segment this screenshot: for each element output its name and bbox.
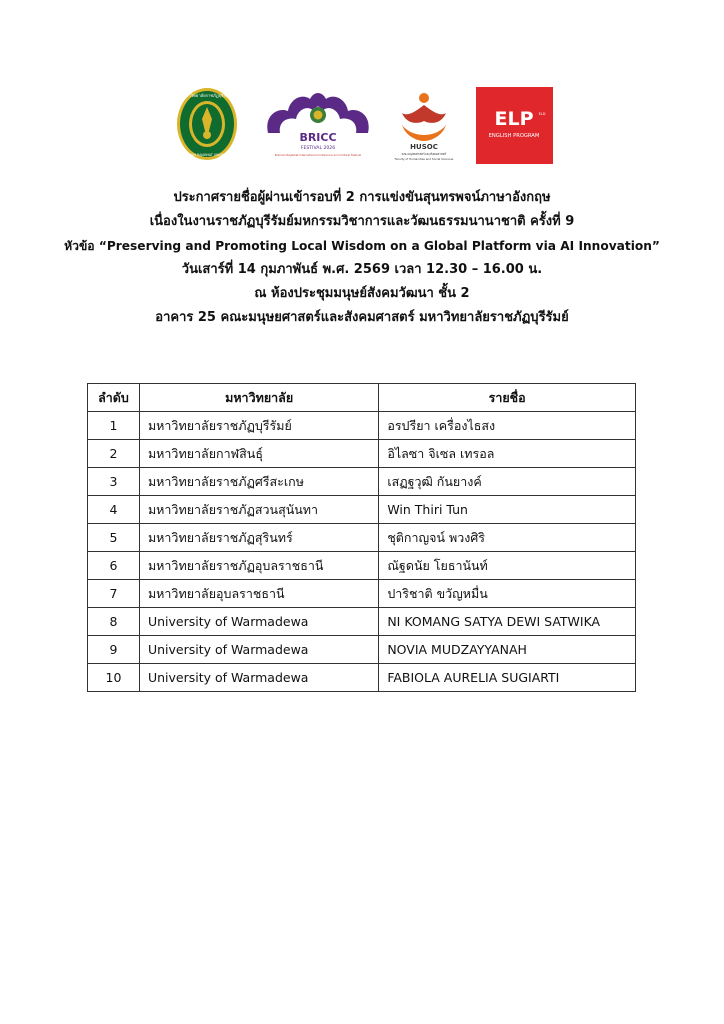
row-university: มหาวิทยาลัยกาฬสินธุ์: [139, 440, 378, 468]
event-name: เนื่องในงานราชภัฏบุรีรัมย์มหกรรมวิชาการและวัฒนธรรมนานาชาติ ครั้งที่ 9: [149, 214, 575, 229]
row-name: NI KOMANG SATYA DEWI SATWIKA: [379, 608, 636, 636]
table-header-row: [88, 384, 636, 412]
table-row: [88, 524, 636, 552]
row-number: 5: [88, 524, 140, 552]
table-row: [88, 496, 636, 524]
row-name: ณัฐดนัย โยธานันท์: [379, 552, 636, 580]
speech-topic: หัวข้อ “Preserving and Promoting Local Wisdom on a Global Platform via AI Innovation”: [64, 239, 660, 253]
table-row: [88, 636, 636, 664]
husoc-logo-english: Faculty of Humanities and Social Sciences: [394, 157, 454, 161]
row-number: 2: [88, 440, 140, 468]
row-university: University of Warmadewa: [139, 636, 378, 664]
bricc-logo-name: BRICC: [299, 131, 337, 144]
row-number: 7: [88, 580, 140, 608]
elp-english-program-logo: [476, 87, 553, 164]
row-name: เสฏฐวุฒิ กันยางค์: [379, 468, 636, 496]
row-name: ชุติกาญจน์ พวงศิริ: [379, 524, 636, 552]
elp-logo-subtitle: ENGLISH PROGRAM: [488, 133, 540, 139]
university-seal-text-top: มหาวิทยาลัยราชภัฏบุรีรัมย์: [182, 93, 232, 98]
husoc-logo-name: HUSOC: [410, 143, 438, 151]
row-number: 1: [88, 412, 140, 440]
row-number: 6: [88, 552, 140, 580]
column-header-name: รายชื่อ: [379, 384, 636, 412]
row-number: 8: [88, 608, 140, 636]
row-name: Win Thiri Tun: [379, 496, 636, 524]
row-number: 9: [88, 636, 140, 664]
event-building: อาคาร 25 คณะมนุษยศาสตร์และสังคมศาสตร์ มหาวิทยาลัยราชภัฏบุรีรัมย์: [155, 310, 569, 325]
bricc-logo-tagline: Buriram Rajabhat International Conference and Cultural Festival: [274, 153, 362, 157]
column-header-order: ลำดับ: [88, 384, 140, 412]
row-name: ปาริชาติ ขวัญหมื่น: [379, 580, 636, 608]
table-row: [88, 440, 636, 468]
row-name: NOVIA MUDZAYYANAH: [379, 636, 636, 664]
announcement-header: [60, 186, 664, 330]
announcement-title: ประกาศรายชื่อผู้ผ่านเข้ารอบที่ 2 การแข่งขันสุนทรพจน์ภาษาอังกฤษ: [173, 190, 551, 205]
bricc-festival-logo: [258, 85, 378, 163]
row-name: FABIOLA AURELIA SUGIARTI: [379, 664, 636, 692]
row-name: อรปรียา เครื่องไธสง: [379, 412, 636, 440]
table-row: [88, 664, 636, 692]
row-university: University of Warmadewa: [139, 608, 378, 636]
logo-row: [0, 85, 724, 165]
column-header-university: มหาวิทยาลัย: [139, 384, 378, 412]
row-number: 3: [88, 468, 140, 496]
row-university: มหาวิทยาลัยราชภัฏสุรินทร์: [139, 524, 378, 552]
row-number: 4: [88, 496, 140, 524]
row-university: มหาวิทยาลัยราชภัฏศรีสะเกษ: [139, 468, 378, 496]
elp-logo-mark: ELD: [538, 112, 546, 116]
university-seal-logo: [176, 87, 238, 161]
husoc-logo-thai: คณะมนุษยศาสตร์และสังคมศาสตร์: [401, 152, 447, 156]
row-university: มหาวิทยาลัยราชภัฏบุรีรัมย์: [139, 412, 378, 440]
row-university: มหาวิทยาลัยราชภัฏอุบลราชธานี: [139, 552, 378, 580]
row-university: University of Warmadewa: [139, 664, 378, 692]
university-seal-text-bottom: BURIRAM RAJABHAT UNIVERSITY: [181, 153, 233, 157]
table-row: [88, 608, 636, 636]
row-university: มหาวิทยาลัยราชภัฏสวนสุนันทา: [139, 496, 378, 524]
row-university: มหาวิทยาลัยอุบลราชธานี: [139, 580, 378, 608]
row-number: 10: [88, 664, 140, 692]
event-room: ณ ห้องประชุมมนุษย์สังคมวัฒนา ชั้น 2: [254, 286, 470, 301]
table-row: [88, 468, 636, 496]
bricc-logo-festival: FESTIVAL 2026: [300, 146, 336, 151]
elp-logo-name: ELP: [494, 108, 534, 130]
table-row: [88, 552, 636, 580]
event-date-time: วันเสาร์ที่ 14 กุมภาพันธ์ พ.ศ. 2569 เวลา 12.30 – 16.00 น.: [181, 262, 543, 277]
row-name: อิไลซา จิเซล เทรอล: [379, 440, 636, 468]
table-row: [88, 412, 636, 440]
qualifiers-table: [87, 383, 636, 692]
table-row: [88, 580, 636, 608]
husoc-faculty-logo: [388, 89, 460, 163]
